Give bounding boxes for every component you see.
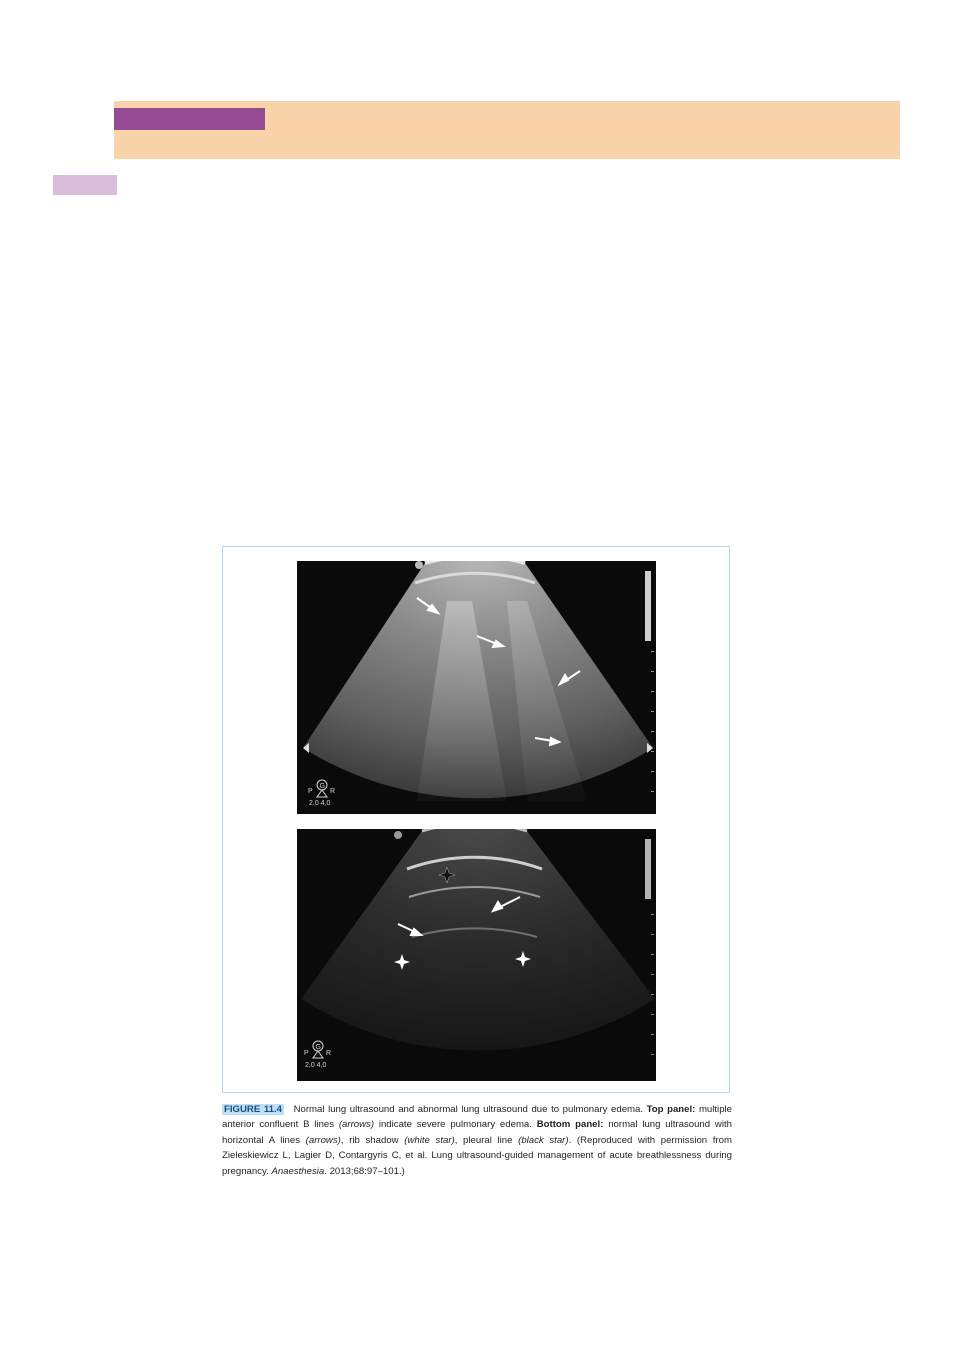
overlay-values: 2,0 4,0 xyxy=(305,1062,327,1069)
caption-text: , pleural line xyxy=(454,1134,513,1146)
caption-text: normal lung ultrasound with horizontal A lines xyxy=(222,1119,732,1146)
overlay-left-label: P xyxy=(304,1050,309,1057)
caption-italic: (arrows) xyxy=(338,1119,375,1131)
caption-bottom-panel-label: Bottom panel: xyxy=(536,1119,604,1131)
ultrasound-top-panel xyxy=(297,561,656,814)
caption-journal: Anaesthesia xyxy=(271,1165,325,1177)
caption-top-panel-label: Top panel: xyxy=(646,1104,696,1115)
caption-text: . (Reproduced with permission from Zieleskiewicz L, Lagier D, Contargyris C, et al. Lung ultrasound-guided management of acute breathlessness during pregnancy. xyxy=(222,1134,732,1177)
section-side-tab xyxy=(53,175,117,195)
caption-text: , rib shadow xyxy=(340,1134,399,1146)
caption-text: Normal lung ultrasound and abnormal lung ultrasound due to pulmonary edema. xyxy=(293,1104,644,1115)
overlay-left-label: P xyxy=(308,788,313,795)
overlay-right-label: R xyxy=(330,788,336,795)
chapter-header-tab xyxy=(114,108,265,130)
overlay-mode-label: G xyxy=(315,1044,321,1051)
ultrasound-sector xyxy=(301,829,655,1050)
caption-text: indicate severe pulmonary edema. xyxy=(378,1119,532,1131)
caption-text: multiple anterior confluent B lines xyxy=(222,1104,732,1131)
ultrasound-bottom-panel xyxy=(297,829,656,1081)
caption-italic: (white star) xyxy=(404,1134,455,1146)
overlay-right-label: R xyxy=(326,1050,332,1057)
figure-label: FIGURE 11.4 xyxy=(224,1104,282,1115)
overlay-mode-label: G xyxy=(319,783,325,790)
caption-text: . 2013;68:97–101.) xyxy=(324,1165,405,1177)
figure-caption xyxy=(222,1102,732,1179)
overlay-values: 2,0 4,0 xyxy=(309,800,331,807)
caption-italic: (black star) xyxy=(518,1134,569,1146)
caption-italic: (arrows) xyxy=(305,1134,341,1146)
